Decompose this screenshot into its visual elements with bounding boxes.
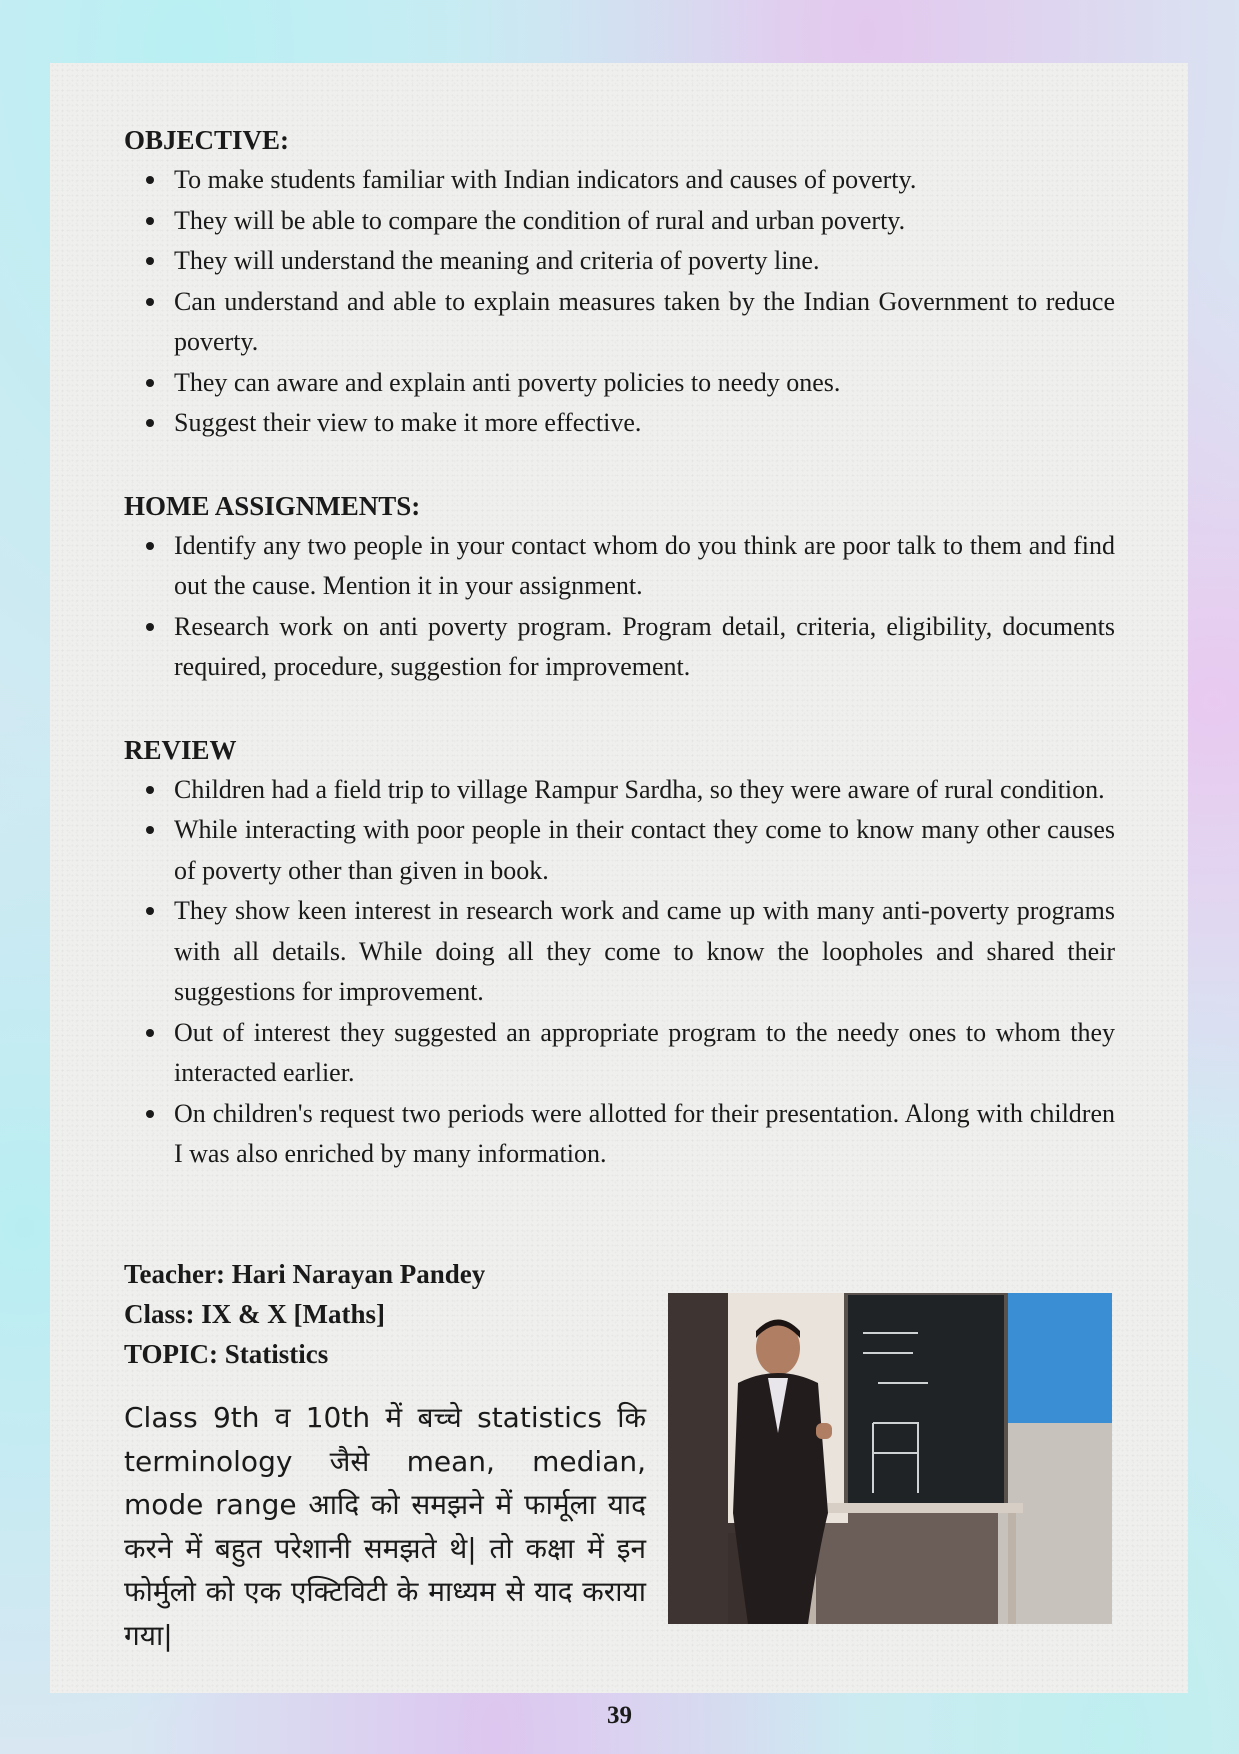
review-heading: REVIEW [124,734,237,765]
list-item: Suggest their view to make it more effective. [174,403,1115,444]
hindi-paragraph: Class 9th व 10th में बच्चे statistics कि terminology जैसे mean, median, mode range आदि को समझने में फार्मूला याद करने में बहुत परेशानी समझते थे| तो कक्षा में इन फोर्मुलो को एक एक्टिविटी के माध्यम से याद कराया गया| [124,1401,646,1652]
main-content [124,120,1115,1175]
home-assignments-list [124,526,1115,688]
topic-label: TOPIC: Statistics [124,1339,329,1369]
list-item: While interacting with poor people in their contact they come to know many other causes of poverty other than given in book. [174,810,1115,891]
list-item: Can understand and able to explain measures taken by the Indian Government to reduce poverty. [174,282,1115,363]
teacher-name: Teacher: Hari Narayan Pandey [124,1259,486,1289]
list-item: They show keen interest in research work and came up with many anti-poverty programs with all details. While doing all they come to know the loopholes and shared their suggestions for improvement. [174,891,1115,1013]
list-item: Identify any two people in your contact whom do you think are poor talk to them and find out the cause. Mention it in your assignment. [174,526,1115,607]
list-item: Research work on anti poverty program. Program detail, criteria, eligibility, documents required, procedure, suggestion for improvement. [174,607,1115,688]
list-item: They will be able to compare the condition of rural and urban poverty. [174,201,1115,242]
list-item: To make students familiar with Indian indicators and causes of poverty. [174,160,1115,201]
objective-heading: OBJECTIVE: [124,125,290,155]
class-label: Class: IX & X [Maths] [124,1299,385,1329]
page-number: 39 [607,1702,632,1729]
classroom-photo [668,1293,1112,1624]
list-item: On children's request two periods were allotted for their presentation. Along with children I was also enriched by many information. [174,1094,1115,1175]
teacher-info [124,1254,684,1374]
teacher-at-blackboard-image [668,1293,1112,1624]
home-assignments-heading: HOME ASSIGNMENTS: [124,490,421,521]
list-item: They will understand the meaning and criteria of poverty line. [174,241,1115,282]
review-list [124,770,1115,1175]
list-item: They can aware and explain anti poverty policies to needy ones. [174,363,1115,404]
list-item: Out of interest they suggested an appropriate program to the needy ones to whom they interacted earlier. [174,1013,1115,1094]
objective-list [124,160,1115,444]
list-item: Children had a field trip to village Rampur Sardha, so they were aware of rural condition. [174,770,1115,811]
